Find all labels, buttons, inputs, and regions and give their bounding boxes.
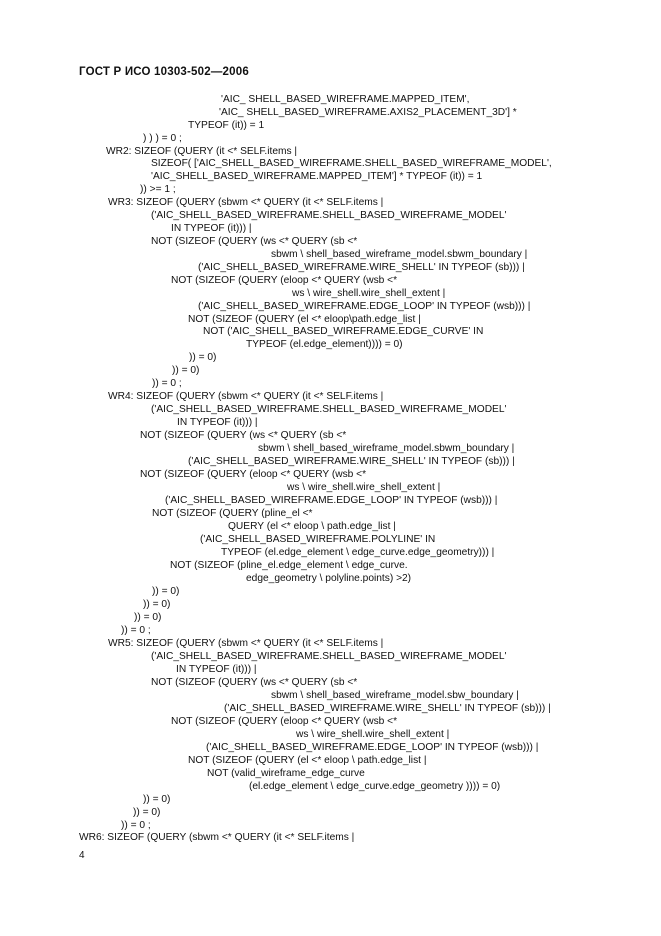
- code-line: (el.edge_element \ edge_curve.edge_geometry )))) = 0): [249, 781, 501, 792]
- code-line: NOT (SIZEOF (QUERY (eloop <* QUERY (wsb <*: [171, 275, 398, 286]
- code-line: ('AIC_SHELL_BASED_WIREFRAME.WIRE_SHELL' IN TYPEOF (sb))) |: [188, 456, 515, 467]
- code-line: )) = 0): [172, 365, 200, 376]
- code-line: WR5: SIZEOF (QUERY (sbwm <* QUERY (it <* SELF.items |: [108, 638, 384, 649]
- code-line: NOT (SIZEOF (pline_el.edge_element \ edge_curve.: [170, 560, 408, 571]
- code-line: ('AIC_SHELL_BASED_WIREFRAME.SHELL_BASED_WIREFRAME_MODEL': [151, 210, 507, 221]
- document-header: ГОСТ Р ИСО 10303-502—2006: [79, 66, 249, 78]
- code-line: WR6: SIZEOF (QUERY (sbwm <* QUERY (it <* SELF.items |: [79, 832, 355, 843]
- code-line: sbwm \ shell_based_wireframe_model.sbwm_boundary |: [258, 443, 515, 454]
- code-line: 'AIC_ SHELL_BASED_WIREFRAME.AXIS2_PLACEMENT_3D'] *: [219, 107, 517, 118]
- code-line: ('AIC_SHELL_BASED_WIREFRAME.WIRE_SHELL' IN TYPEOF (sb))) |: [224, 703, 551, 714]
- code-line: IN TYPEOF (it))) |: [171, 223, 252, 234]
- code-line: WR3: SIZEOF (QUERY (sbwm <* QUERY (it <* SELF.items |: [108, 197, 384, 208]
- code-line: WR2: SIZEOF (QUERY (it <* SELF.items |: [106, 146, 298, 157]
- code-line: ('AIC_SHELL_BASED_WIREFRAME.WIRE_SHELL' IN TYPEOF (sb))) |: [198, 262, 525, 273]
- code-line: ws \ wire_shell.wire_shell_extent |: [296, 729, 450, 740]
- code-line: IN TYPEOF (it))) |: [177, 417, 258, 428]
- code-line: NOT (SIZEOF (QUERY (ws <* QUERY (sb <*: [151, 677, 358, 688]
- code-line: WR4: SIZEOF (QUERY (sbwm <* QUERY (it <* SELF.items |: [108, 391, 384, 402]
- code-line: )) = 0): [133, 807, 161, 818]
- code-line: NOT ('AIC_SHELL_BASED_WIREFRAME.EDGE_CURVE' IN: [203, 326, 484, 337]
- code-line: ('AIC_SHELL_BASED_WIREFRAME.EDGE_LOOP' IN TYPEOF (wsb))) |: [206, 742, 539, 753]
- code-line: )) = 0 ;: [152, 378, 182, 389]
- code-line: ('AIC_SHELL_BASED_WIREFRAME.EDGE_LOOP' IN TYPEOF (wsb))) |: [198, 301, 531, 312]
- page-number: 4: [79, 850, 85, 861]
- code-line: TYPEOF (it)) = 1: [188, 120, 265, 131]
- code-line: NOT (SIZEOF (QUERY (ws <* QUERY (sb <*: [140, 430, 347, 441]
- code-line: sbwm \ shell_based_wireframe_model.sbw_boundary |: [271, 690, 519, 701]
- code-line: ('AIC_SHELL_BASED_WIREFRAME.POLYLINE' IN: [200, 534, 436, 545]
- code-line: NOT (valid_wireframe_edge_curve: [207, 768, 365, 779]
- code-line: NOT (SIZEOF (QUERY (eloop <* QUERY (wsb <*: [140, 469, 367, 480]
- code-line: )) = 0): [152, 586, 180, 597]
- code-line: 'AIC_SHELL_BASED_WIREFRAME.MAPPED_ITEM'] * TYPEOF (it)) = 1: [151, 171, 483, 182]
- code-line: ws \ wire_shell.wire_shell_extent |: [292, 288, 446, 299]
- code-line: )) = 0): [134, 612, 162, 623]
- code-line: TYPEOF (el.edge_element)))) = 0): [246, 339, 403, 350]
- code-line: )) = 0): [189, 352, 217, 363]
- code-line: ws \ wire_shell.wire_shell_extent |: [287, 482, 441, 493]
- code-line: NOT (SIZEOF (QUERY (el <* eloop\path.edge_list |: [188, 314, 421, 325]
- code-line: ('AIC_SHELL_BASED_WIREFRAME.SHELL_BASED_WIREFRAME_MODEL': [151, 651, 507, 662]
- code-line: ('AIC_SHELL_BASED_WIREFRAME.SHELL_BASED_WIREFRAME_MODEL': [151, 404, 507, 415]
- code-line: 'AIC_ SHELL_BASED_WIREFRAME.MAPPED_ITEM',: [221, 94, 470, 105]
- code-line: TYPEOF (el.edge_element \ edge_curve.edge_geometry))) |: [221, 547, 495, 558]
- code-line: sbwm \ shell_based_wireframe_model.sbwm_boundary |: [271, 249, 528, 260]
- code-line: NOT (SIZEOF (QUERY (ws <* QUERY (sb <*: [151, 236, 358, 247]
- code-line: )) = 0): [143, 794, 171, 805]
- code-line: NOT (SIZEOF (QUERY (pline_el <*: [152, 508, 313, 519]
- code-line: ) ) ) = 0 ;: [143, 133, 182, 144]
- code-line: NOT (SIZEOF (QUERY (eloop <* QUERY (wsb <*: [171, 716, 398, 727]
- code-line: IN TYPEOF (it))) |: [176, 664, 257, 675]
- code-line: NOT (SIZEOF (QUERY (el <* eloop \ path.edge_list |: [188, 755, 427, 766]
- code-line: )) = 0 ;: [121, 820, 151, 831]
- code-line: edge_geometry \ polyline.points) >2): [246, 573, 412, 584]
- code-line: ('AIC_SHELL_BASED_WIREFRAME.EDGE_LOOP' IN TYPEOF (wsb))) |: [165, 495, 498, 506]
- code-line: )) >= 1 ;: [140, 184, 176, 195]
- code-line: )) = 0): [143, 599, 171, 610]
- code-line: QUERY (el <* eloop \ path.edge_list |: [228, 521, 396, 532]
- code-line: )) = 0 ;: [121, 625, 151, 636]
- code-line: SIZEOF( ['AIC_SHELL_BASED_WIREFRAME.SHELL_BASED_WIREFRAME_MODEL',: [151, 158, 552, 169]
